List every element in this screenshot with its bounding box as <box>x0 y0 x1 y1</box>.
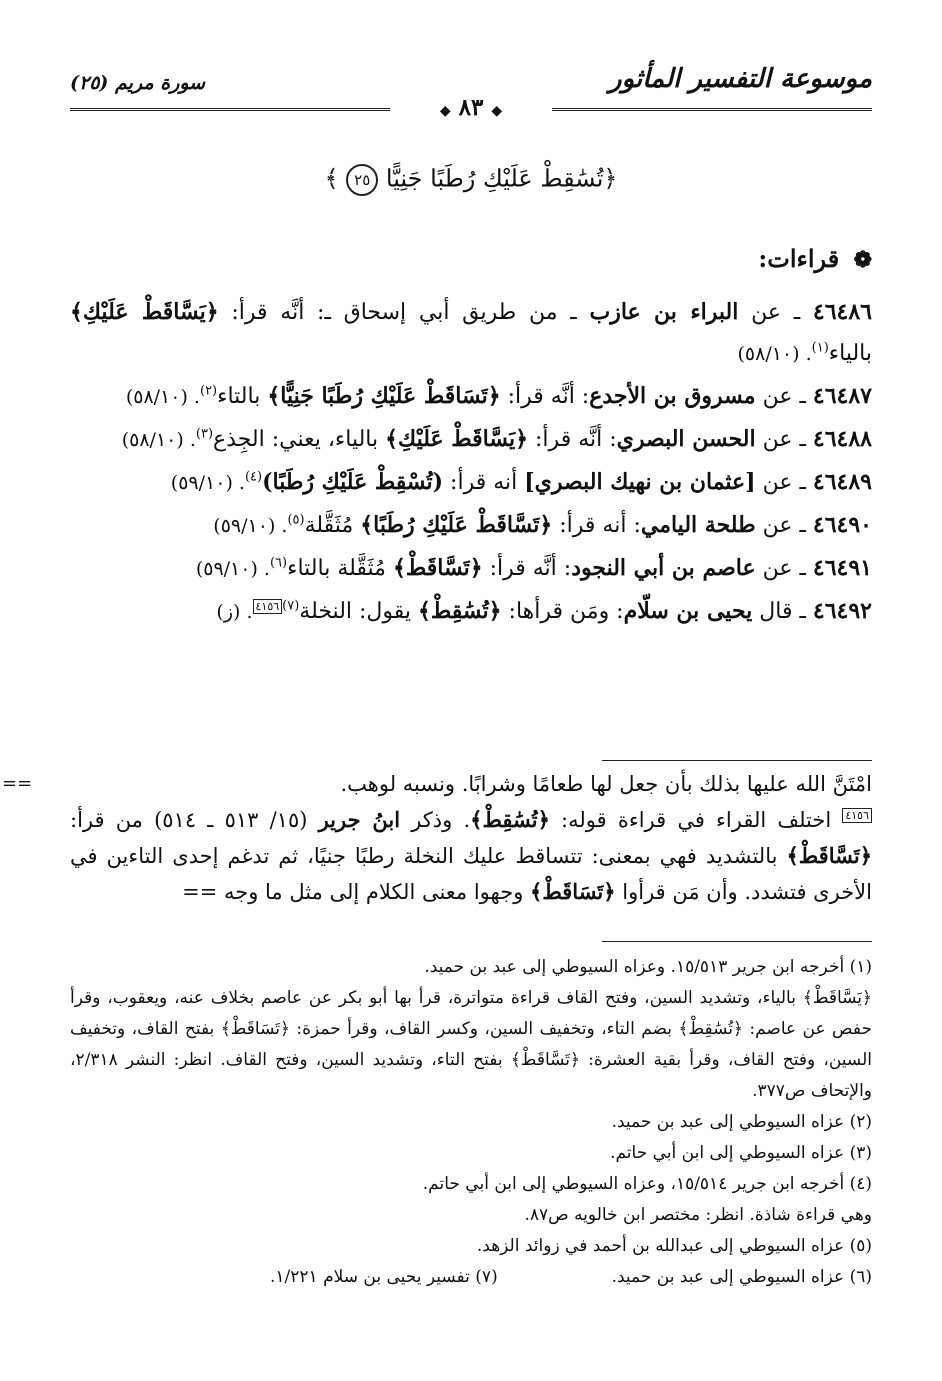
entry-text: بالياء <box>828 341 872 366</box>
entry-text: : أنه قرأ: <box>552 513 641 538</box>
entry-text: أنه قرأ: <box>443 470 525 495</box>
verse-close-bracket: ﴾ <box>324 164 339 193</box>
quran-reading: ﴿يَسَّاقَطْ عَلَيْكِ﴾ <box>70 299 219 325</box>
boxed-note-ref: ٤١٥٦ <box>842 808 872 823</box>
entry-prefix: ـ عن <box>755 470 813 495</box>
source-ref: . (٥٨/١٠) <box>125 386 200 408</box>
running-header <box>70 60 872 130</box>
entry-text: يقول: النخلة <box>299 599 419 624</box>
footnote-ref: (٦) <box>269 555 288 571</box>
narrator-name: الحسن البصري <box>616 426 756 452</box>
source-ref: . (٥٩/١٠) <box>195 558 270 580</box>
ornament-icon: ◆ <box>439 103 451 119</box>
quran-reading: ﴿تُسَٰقِطْ﴾ <box>418 598 502 624</box>
footnote: (٥) عزاه السيوطي إلى عبدالله بن أحمد في زوائد الزهد. <box>476 1236 872 1256</box>
footnote: (١) أخرجه ابن جرير ١٥/٥١٣. وعزاه السيوطي إلى عبد بن حميد. <box>424 957 872 977</box>
entry-text: مُثَقَّلة <box>304 513 361 538</box>
entry-text: بالياء، يعني: الجِذع <box>213 427 386 452</box>
narration-entry <box>70 462 872 504</box>
quran-reading: ﴿تَسَّاقَطْ﴾ <box>392 555 483 581</box>
footnote-ref: (٢) <box>199 383 218 399</box>
footnote-ref: (٣) <box>195 426 214 442</box>
entry-text: : أنَّه قرأ: <box>528 427 617 452</box>
entry-text: : أنَّه قرأ: <box>500 384 590 409</box>
footnote-ref: (٤) <box>244 469 263 485</box>
footnote-ref: (١) <box>811 340 829 356</box>
entry-prefix: ـ عن <box>738 300 813 325</box>
continuation-marker: == <box>2 773 33 794</box>
source-ref: . (٥٨/١٠) <box>737 343 812 365</box>
footnote: وهي قراءة شاذة. انظر: مختصر ابن خالويه ص٨٧. <box>524 1205 872 1225</box>
commentary-paragraph <box>70 802 872 910</box>
source-ref: . (٥٨/١٠) <box>121 429 196 451</box>
page-number: ٨٣ <box>458 94 484 121</box>
page-number-block <box>440 94 502 121</box>
commentary-continuation <box>2 766 872 910</box>
commentary-line <box>2 766 872 802</box>
entry-text: : أنَّه قرأ: <box>482 556 572 581</box>
header-rule-left <box>70 108 390 111</box>
narrator-name: طلحة اليامي <box>640 512 756 538</box>
quran-reading: ﴿تَسَاقَطْ﴾ <box>530 879 616 904</box>
narrator-name: مسروق بن الأجدع <box>589 383 756 409</box>
narrator-name: البراء بن عازب <box>589 299 739 325</box>
narration-entry <box>70 292 872 375</box>
section-title: قراءات: <box>758 244 840 273</box>
quran-reading: (تُسْقِطْ عَلَيْكِ رُطَبًا) <box>262 469 444 495</box>
footnote: (٢) عزاه السيوطي إلى عبد بن حميد. <box>611 1112 872 1132</box>
footnote-row <box>70 1262 872 1293</box>
quran-reading: ﴿تَسَّاقَطْ عَلَيْكِ رُطَبًا﴾ <box>360 512 553 538</box>
scholar-name: ابنُ جرير <box>318 807 401 832</box>
entry-number: ٤٦٤٩٠ <box>812 512 872 538</box>
footnote-ref: (٥) <box>287 512 305 528</box>
source-ref: . (٥٩/١٠) <box>213 515 288 537</box>
flower-ornament-icon: ❁ <box>853 247 872 273</box>
book-title: موسوعة التفسير المأثور <box>609 64 872 94</box>
header-rule-right <box>552 108 872 111</box>
narration-list <box>70 292 872 634</box>
entry-prefix: ـ عن <box>755 513 813 538</box>
source-ref: . (ز) <box>216 601 253 623</box>
commentary-text: امْتَنَّ الله عليها بذلك بأن جعل لها طعامًا وشرابًا. ونسبه لوهب. <box>340 772 872 796</box>
boxed-note-ref: ٤١٥٦ <box>253 599 283 614</box>
entry-number: ٤٦٤٨٦ <box>812 299 872 325</box>
ayah-number-badge: ٢٥ <box>346 164 378 196</box>
quran-reading: ﴿تَسَّاقَطْ﴾ <box>786 843 872 868</box>
entry-prefix: ـ قال <box>752 599 813 624</box>
commentary-text: (١٥/ ٥١٣ ـ ٥١٤) من قرأ: <box>70 808 319 832</box>
entry-text: : ومَن قرأها: <box>501 599 624 624</box>
entry-number: ٤٦٤٨٩ <box>812 469 872 495</box>
footnote-ref: (٧) <box>282 598 300 614</box>
commentary-text: اختلف القراء في قراءة قوله: <box>549 808 843 832</box>
entry-number: ٤٦٤٨٧ <box>812 383 872 409</box>
narrator-name: [عثمان بن نهيك البصري] <box>524 469 756 495</box>
section-divider <box>602 760 872 761</box>
section-heading <box>758 244 872 273</box>
footnotes <box>70 952 872 1293</box>
quranic-verse <box>0 164 942 196</box>
narration-entry <box>70 548 872 590</box>
commentary-text: . وذكر <box>400 808 471 832</box>
quran-reading: ﴿تُسَٰقِطْ﴾ <box>470 807 550 832</box>
source-ref: . (٥٩/١٠) <box>170 472 245 494</box>
verse-text: ﴿تُسَٰقِطْ عَلَيْكِ رُطَبًا جَنِيًّا <box>385 164 618 193</box>
quran-reading: ﴿تَسَاقَطْ عَلَيْكِ رُطَبًا جَنِيًّا﴾ <box>267 383 501 409</box>
quran-reading: ﴿يَسَّاقَطْ عَلَيْكِ﴾ <box>385 426 529 452</box>
entry-number: ٤٦٤٨٨ <box>812 426 872 452</box>
entry-prefix: ـ عن <box>755 427 813 452</box>
entry-text: بالتاء <box>217 384 268 409</box>
commentary-text: وجهوا معنى الكلام إلى مثل ما وجه == <box>182 880 531 904</box>
entry-number: ٤٦٤٩١ <box>812 555 872 581</box>
footnote-divider <box>602 941 872 942</box>
ornament-icon: ◆ <box>491 103 503 119</box>
footnote: (٤) أخرجه ابن جرير ١٥/٥١٤، وعزاه السيوطي إلى ابن أبي حاتم. <box>422 1174 872 1194</box>
footnote: (٧) تفسير يحيى بن سلام ١/٢٢١. <box>270 1267 498 1287</box>
narration-entry <box>70 376 872 418</box>
narrator-name: يحيى بن سلّام <box>623 598 753 624</box>
narration-entry <box>70 591 872 633</box>
entry-prefix: ـ عن <box>755 384 813 409</box>
entry-text: ـ من طريق أبي إسحاق ـ: أنَّه قرأ: <box>218 300 590 325</box>
narration-entry <box>70 505 872 547</box>
narrator-name: عاصم بن أبي النجود <box>571 555 756 581</box>
entry-number: ٤٦٤٩٢ <box>812 598 872 624</box>
narration-entry <box>70 419 872 461</box>
entry-text: مُثَقَّلة بالتاء <box>287 556 393 581</box>
entry-prefix: ـ عن <box>755 556 813 581</box>
commentary-text: بالتشديد فهي بمعنى: تتساقط عليك النخلة رطبًا جنيًا، ثم تدغم إحدى التاءين في الأخرى فتشدد. وأن مَن قرأوا <box>70 844 872 904</box>
footnote: (٦) عزاه السيوطي إلى عبد بن حميد. <box>611 1267 872 1287</box>
surah-title: سورة مريم (٢٥) <box>70 72 206 94</box>
footnote: (٣) عزاه السيوطي إلى ابن أبي حاتم. <box>610 1143 872 1163</box>
footnote: ﴿يَسَّاقَطْ﴾ بالياء، وتشديد السين، وفتح القاف قراءة متواترة، قرأ بها أبو بكر عن عاصم بخلاف عنه، ويعقوب، وقرأ حفص عن عاصم: ﴿تُسَٰقِطْ﴾ بضم التاء، وتخفيف السين، وكسر القاف، وقرأ حمزة: ﴿تَسَاقَطْ﴾ بفتح القاف، وتخفيف السين، وفتح القاف، وقرأ بقية العشرة: ﴿تَسَّاقَطْ﴾ بفتح التاء، وتشديد السين، وفتح القاف. انظر: النشر ٢/٣١٨، والإتحاف ص٣٧٧. <box>70 988 872 1101</box>
